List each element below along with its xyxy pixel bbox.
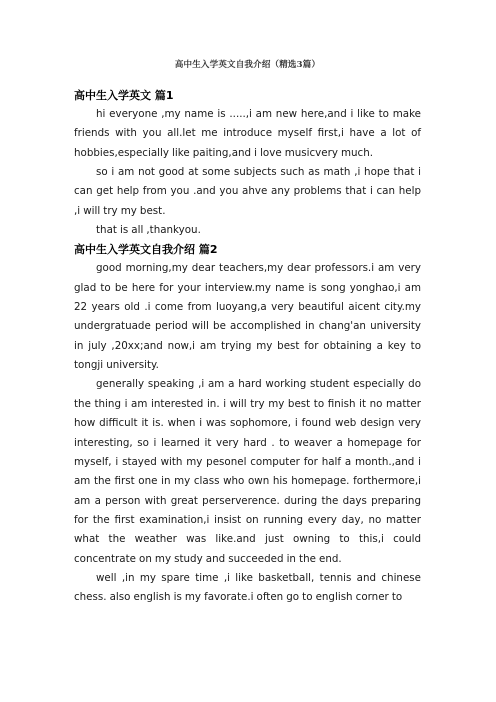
document-body bbox=[74, 86, 421, 608]
section-1-paragraph-3: that is all ,thankyou. bbox=[96, 224, 201, 237]
section-2-paragraph-3: well ,in my spare time ,i like basketball, tennis and chinese chess. also english is my favorate.i often go to english corner to bbox=[74, 571, 421, 604]
section-2-paragraph-1: good morning,my dear teachers,my dear professors.i am very glad to be here for your interview.my name is song yonghao,i am 22 years old .i come from luoyang,a very beautiful aicent city.my undergratuade period will be accomplished in chang'an university in july ,20xx;and now,i am trying my best for obtaining a key to tongji university. bbox=[74, 262, 421, 372]
section-1-paragraph-1: hi everyone ,my name is .....,i am new here,and i like to make friends with you all.let me introduce myself first,i have a lot of hobbies,especially like paiting,and i love musicvery much. bbox=[74, 108, 421, 159]
document-page bbox=[74, 0, 421, 702]
section-2 bbox=[74, 240, 421, 607]
section-1-paragraph-2: so i am not good at some subjects such as math ,i hope that i can get help from you .and you ahve any problems that i can help ,i will try my best. bbox=[74, 166, 421, 217]
section-1 bbox=[74, 86, 421, 240]
document-title: 高中生入学英文自我介绍（精选3篇） bbox=[174, 60, 321, 70]
section-1-heading: 高中生入学英文 篇1 bbox=[74, 89, 174, 102]
section-2-paragraph-2: generally speaking ,i am a hard working student especially do the thing i am interested in. i will try my best to finish it no matter how difficult it is. when i was sophomore, i found web design very interesting, so i learned it very hard . to weaver a homepage for myself, i stayed with my pesonel computer for half a month.,and i am the first one in my class who own his homepage. forthermore,i am a person with great perserverence. during the days preparing for the first examination,i insist on running every day, no matter what the weather was like.and just owning to this,i could concentrate on my study and succeeded in the end. bbox=[74, 378, 421, 565]
section-2-heading: 高中生入学英文自我介绍 篇2 bbox=[74, 243, 218, 257]
